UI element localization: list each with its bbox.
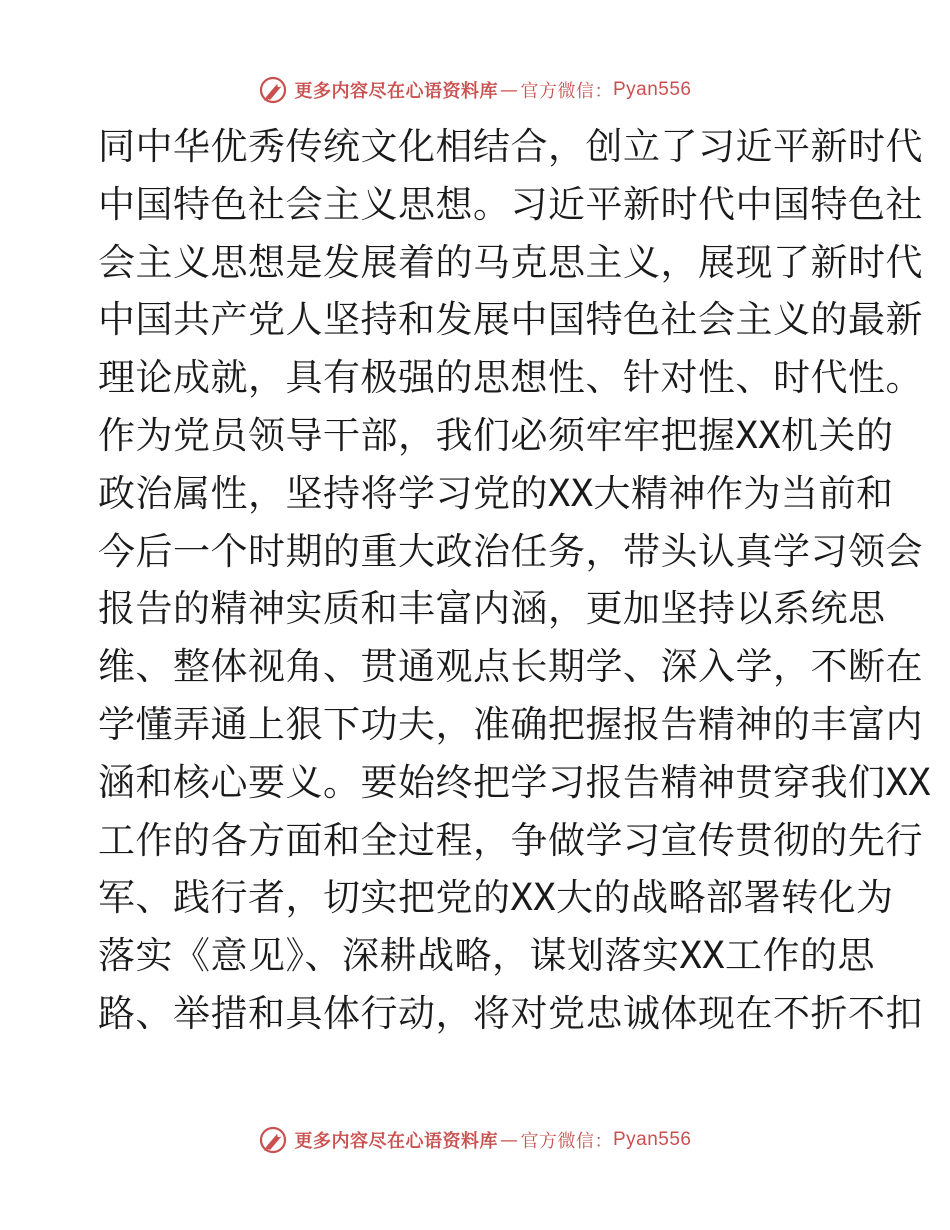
- text-line: 作为党员领导干部，我们必须牢牢把握XX机关的: [98, 413, 894, 457]
- text-line: 军、践行者，切实把党的XX大的战略部署转化为: [98, 876, 894, 920]
- watermark-account: Pyan556: [612, 79, 692, 100]
- text-line: 中国特色社会主义思想。习近平新时代中国特色社: [98, 182, 923, 226]
- text-line: 维、整体视角、贯通观点长期学、深入学，不断在: [98, 645, 923, 689]
- pen-nib-icon: [258, 75, 288, 105]
- watermark-separator: —: [499, 1129, 519, 1151]
- text-line: 政治属性，坚持将学习党的XX大精神作为当前和: [98, 471, 894, 515]
- text-line: 报告的精神实质和丰富内涵，更加坚持以系统思: [98, 587, 886, 631]
- text-line: 中国共产党人坚持和发展中国特色社会主义的最新: [98, 298, 923, 342]
- text-line: 路、举措和具体行动，将对党忠诚体现在不折不扣: [98, 991, 923, 1035]
- header-watermark: [0, 70, 950, 110]
- text-line: 会主义思想是发展着的马克思主义，展现了新时代: [98, 240, 923, 284]
- watermark-separator: —: [499, 79, 519, 101]
- text-line: 理论成就，具有极强的思想性、针对性、时代性。: [98, 356, 923, 400]
- watermark-label: 官方微信：: [520, 81, 613, 102]
- pen-nib-icon: [258, 1125, 288, 1155]
- text-line: 今后一个时期的重大政治任务，带头认真学习领会: [98, 529, 923, 573]
- watermark-site-name: 更多内容尽在心语资料库: [294, 81, 498, 102]
- text-line: 学懂弄通上狠下功夫，准确把握报告精神的丰富内: [98, 702, 923, 746]
- text-line: 工作的各方面和全过程，争做学习宣传贯彻的先行: [98, 818, 923, 862]
- watermark-account: Pyan556: [612, 1129, 692, 1150]
- text-line: 同中华优秀传统文化相结合，创立了习近平新时代: [98, 125, 923, 168]
- footer-watermark: [0, 1120, 950, 1160]
- watermark-label: 官方微信：: [520, 1131, 613, 1152]
- body-text: [98, 118, 932, 1043]
- text-line: 涵和核心要义。要始终把学习报告精神贯穿我们XX: [98, 760, 932, 804]
- watermark-site-name: 更多内容尽在心语资料库: [294, 1131, 498, 1152]
- text-line: 落实《意见》、深耕战略，谋划落实XX工作的思: [98, 934, 876, 978]
